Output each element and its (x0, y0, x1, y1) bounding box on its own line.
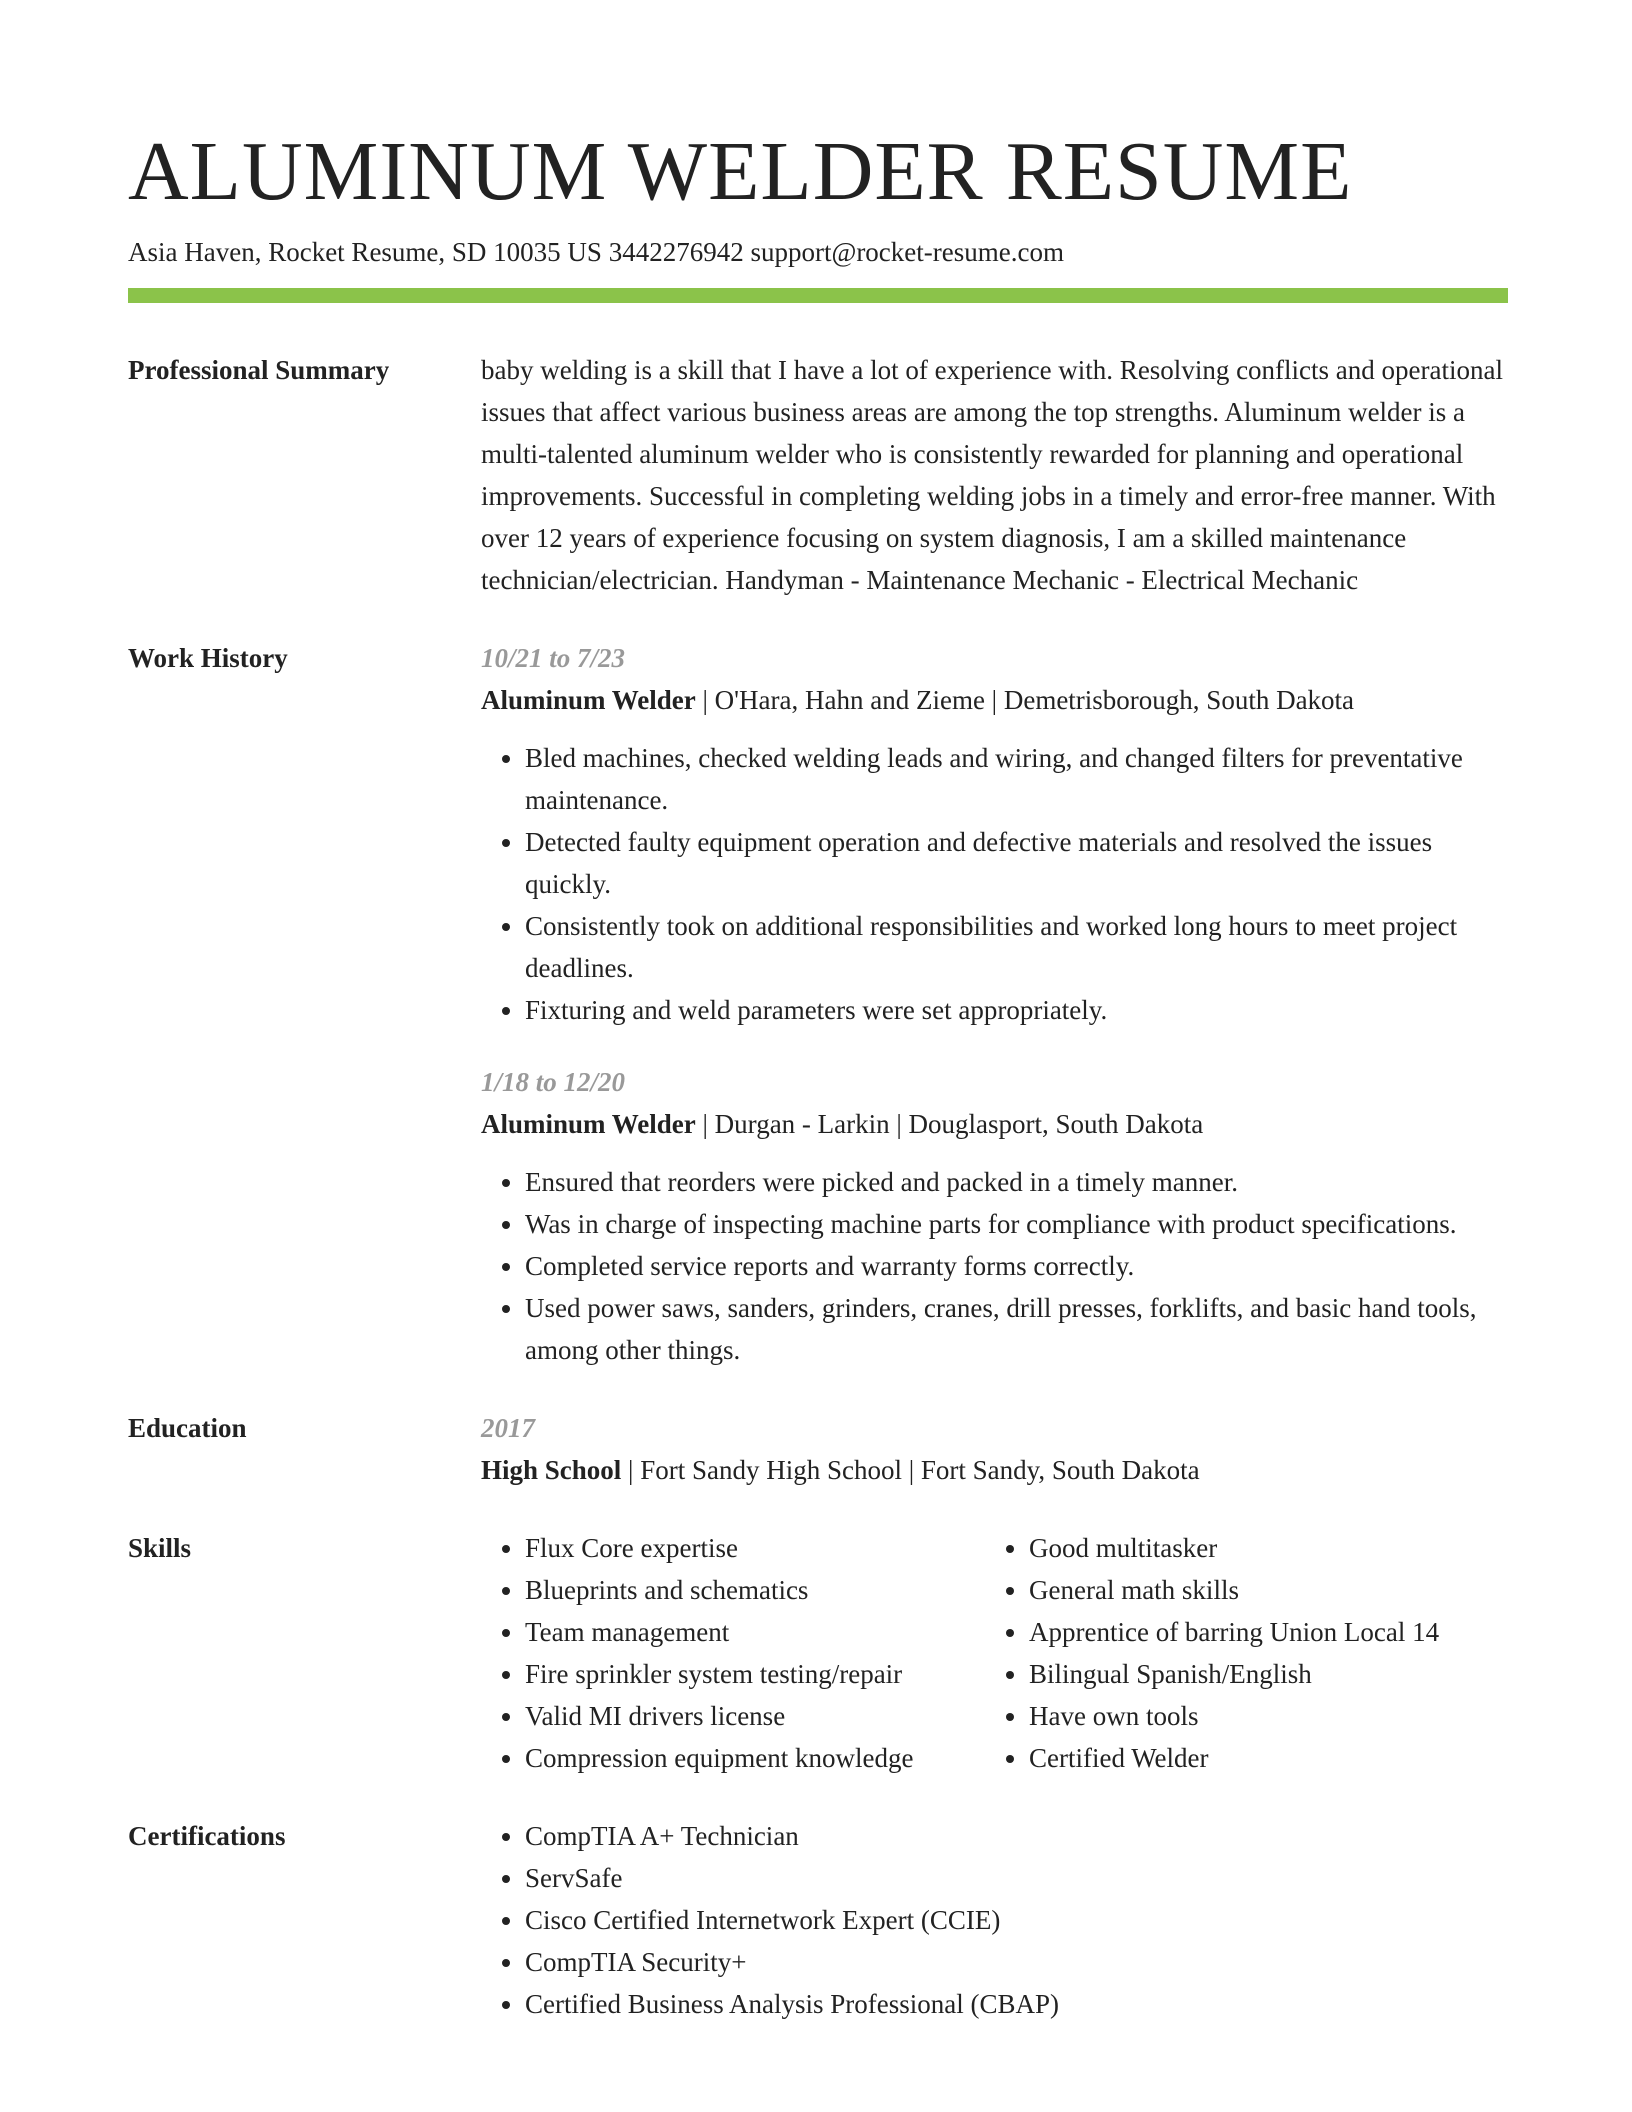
list-item: • Fire sprinkler system testing/repair (525, 1653, 985, 1695)
list-item: • Detected faulty equipment operation and defective materials and resolved the issues quickly. (525, 821, 1508, 905)
education-degree: High School (481, 1455, 622, 1485)
list-item: • Consistently took on additional responsibilities and worked long hours to meet project deadlines. (525, 905, 1508, 989)
summary-text: baby welding is a skill that I have a lot of experience with. Resolving conflicts and operational issues that affect various business areas are among the top strengths. Aluminum welder is a multi-talented aluminum welder who is consistently rewarded for planning and operational improvements. Successful in completing welding jobs in a timely and error-free manner. With over 12 years of experience focusing on system diagnosis, I am a skilled maintenance technician/electrician. Handyman - Maintenance Mechanic - Electrical Mechanic (481, 355, 1503, 595)
job-date: 10/21 to 7/23 (481, 643, 626, 673)
list-item: • Fixturing and weld parameters were set appropriately. (525, 989, 1508, 1031)
job-entry (481, 637, 1508, 1031)
section-body (481, 637, 1508, 1371)
list-item: • Bilingual Spanish/English (1029, 1653, 1508, 1695)
list-item: • Bled machines, checked welding leads and wiring, and changed filters for preventative maintenance. (525, 737, 1508, 821)
job-title: Aluminum Welder (481, 685, 696, 715)
list-item: • Good multitasker (1029, 1527, 1508, 1569)
contact-line: Asia Haven, Rocket Resume, SD 10035 US 3442276942 support@rocket-resume.com (128, 237, 1064, 267)
skills-list (985, 1527, 1508, 1779)
job-details: | Durgan - Larkin | Douglasport, South Dakota (695, 1109, 1204, 1139)
list-item: • Have own tools (1029, 1695, 1508, 1737)
section-body (481, 1407, 1508, 1491)
job-details: | O'Hara, Hahn and Zieme | Demetrisborough, South Dakota (695, 685, 1355, 715)
section-label: Certifications (128, 1821, 286, 1851)
resume-page (128, 118, 1508, 2061)
job-bullets (481, 737, 1508, 1031)
section-education (128, 1407, 1508, 1491)
job-role-line (481, 679, 1508, 721)
section-certifications (128, 1815, 1508, 2025)
list-item: • Compression equipment knowledge (525, 1737, 985, 1779)
list-item: • Was in charge of inspecting machine parts for compliance with product specifications. (525, 1203, 1508, 1245)
list-item: • Apprentice of barring Union Local 14 (1029, 1611, 1508, 1653)
accent-divider (128, 288, 1508, 303)
list-item: • Completed service reports and warranty forms correctly. (525, 1245, 1508, 1287)
list-item: • Certified Business Analysis Professional (CBAP) (525, 1983, 1508, 2025)
section-body (481, 1815, 1508, 2025)
section-label: Work History (128, 643, 288, 673)
list-item: • CompTIA A+ Technician (525, 1815, 1508, 1857)
list-item: • Certified Welder (1029, 1737, 1508, 1779)
list-item: • Cisco Certified Internetwork Expert (CCIE) (525, 1899, 1508, 1941)
education-line (481, 1449, 1508, 1491)
section-professional-summary (128, 349, 1508, 601)
section-label: Professional Summary (128, 355, 390, 385)
resume-title: ALUMINUM WELDER RESUME (128, 125, 1353, 218)
list-item: • Valid MI drivers license (525, 1695, 985, 1737)
list-item: • Flux Core expertise (525, 1527, 985, 1569)
section-skills (128, 1527, 1508, 1779)
job-bullets (481, 1161, 1508, 1371)
list-item: • Ensured that reorders were picked and packed in a timely manner. (525, 1161, 1508, 1203)
job-role-line (481, 1103, 1508, 1145)
job-date: 1/18 to 12/20 (481, 1067, 626, 1097)
section-label: Education (128, 1413, 247, 1443)
skills-list (481, 1527, 985, 1779)
list-item: • Team management (525, 1611, 985, 1653)
certifications-list (481, 1815, 1508, 2025)
skills-column (985, 1527, 1508, 1779)
list-item: • Used power saws, sanders, grinders, cranes, drill presses, forklifts, and basic hand tools, among other things. (525, 1287, 1508, 1371)
education-date: 2017 (481, 1413, 535, 1443)
education-details: | Fort Sandy High School | Fort Sandy, South Dakota (621, 1455, 1200, 1485)
resume-sections (128, 349, 1508, 2025)
list-item: • Blueprints and schematics (525, 1569, 985, 1611)
section-body (481, 349, 1508, 601)
skills-column (481, 1527, 985, 1779)
list-item: • General math skills (1029, 1569, 1508, 1611)
list-item: • ServSafe (525, 1857, 1508, 1899)
job-title: Aluminum Welder (481, 1109, 696, 1139)
section-body (481, 1527, 1508, 1779)
skills-grid (481, 1527, 1508, 1779)
section-label: Skills (128, 1533, 192, 1563)
list-item: • CompTIA Security+ (525, 1941, 1508, 1983)
section-work-history (128, 637, 1508, 1371)
job-entry (481, 1061, 1508, 1371)
